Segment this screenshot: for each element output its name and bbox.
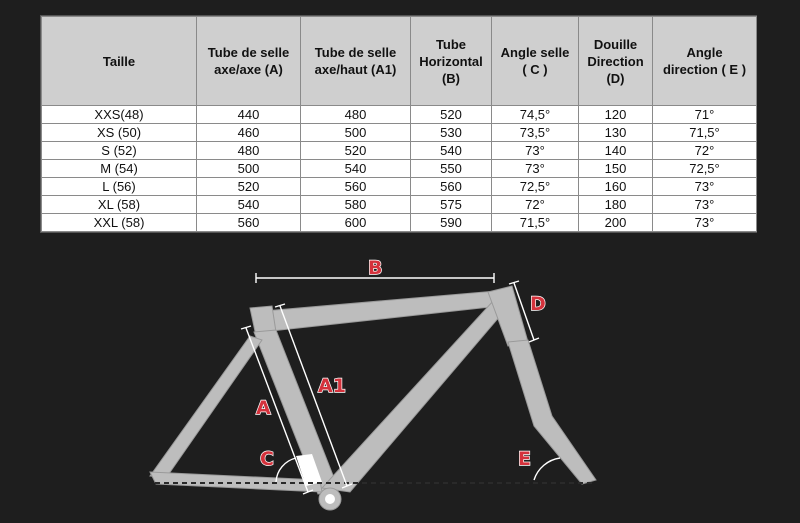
cell-d: 140: [579, 142, 653, 160]
cell-e: 71,5°: [653, 124, 757, 142]
cell-c: 72°: [492, 196, 579, 214]
angle-e-arc: [534, 458, 560, 480]
cell-d: 120: [579, 106, 653, 124]
table-row: [42, 214, 757, 232]
cell-size: XL (58): [42, 196, 197, 214]
cell-size: XXL (58): [42, 214, 197, 232]
cell-b: 550: [411, 160, 492, 178]
cell-c: 73°: [492, 142, 579, 160]
cell-a: 500: [197, 160, 301, 178]
cell-a: 540: [197, 196, 301, 214]
cell-d: 160: [579, 178, 653, 196]
cell-b: 560: [411, 178, 492, 196]
cell-d: 180: [579, 196, 653, 214]
cell-a: 480: [197, 142, 301, 160]
header-angle-selle: Angle selle ( C ): [492, 17, 579, 106]
geometry-table-container: [40, 15, 757, 233]
top-tube: [252, 291, 500, 332]
cell-a1: 560: [301, 178, 411, 196]
table-row: [42, 142, 757, 160]
cell-c: 72,5°: [492, 178, 579, 196]
cell-b: 530: [411, 124, 492, 142]
cell-c: 71,5°: [492, 214, 579, 232]
table-row: [42, 124, 757, 142]
cell-e: 72,5°: [653, 160, 757, 178]
cell-a: 440: [197, 106, 301, 124]
table-row: [42, 196, 757, 214]
cell-b: 575: [411, 196, 492, 214]
cell-d: 150: [579, 160, 653, 178]
header-douille-direction: Douille Direction (D): [579, 17, 653, 106]
cell-d: 130: [579, 124, 653, 142]
bottom-bracket-hole: [325, 494, 335, 504]
label-a1: A1: [318, 375, 346, 397]
header-tube-selle-axe-axe: Tube de selle axe/axe (A): [197, 17, 301, 106]
down-tube: [322, 300, 512, 492]
cell-size: S (52): [42, 142, 197, 160]
cell-a1: 480: [301, 106, 411, 124]
seat-stay: [150, 336, 262, 478]
frame-geometry-diagram: [0, 236, 800, 523]
cell-e: 72°: [653, 142, 757, 160]
cell-b: 520: [411, 106, 492, 124]
cell-c: 73°: [492, 160, 579, 178]
table-row: [42, 178, 757, 196]
label-a: A: [256, 397, 271, 419]
header-taille: Taille: [42, 17, 197, 106]
cell-size: XXS(48): [42, 106, 197, 124]
cell-a1: 600: [301, 214, 411, 232]
label-d: D: [530, 293, 546, 315]
table-header-row: [42, 17, 757, 106]
cell-a: 560: [197, 214, 301, 232]
cell-e: 73°: [653, 178, 757, 196]
cell-d: 200: [579, 214, 653, 232]
cell-b: 540: [411, 142, 492, 160]
cell-a1: 540: [301, 160, 411, 178]
cell-e: 73°: [653, 214, 757, 232]
cell-c: 73,5°: [492, 124, 579, 142]
cell-a: 520: [197, 178, 301, 196]
header-tube-horizontal: Tube Horizontal (B): [411, 17, 492, 106]
cell-e: 73°: [653, 196, 757, 214]
label-b: B: [368, 257, 383, 279]
cell-b: 590: [411, 214, 492, 232]
table-row: [42, 160, 757, 178]
cell-size: M (54): [42, 160, 197, 178]
cell-size: L (56): [42, 178, 197, 196]
cell-a1: 500: [301, 124, 411, 142]
table-row: [42, 106, 757, 124]
label-e: E: [518, 448, 531, 470]
header-tube-selle-axe-haut: Tube de selle axe/haut (A1): [301, 17, 411, 106]
label-c: C: [260, 448, 274, 470]
cell-a1: 580: [301, 196, 411, 214]
cell-c: 74,5°: [492, 106, 579, 124]
geometry-table: [41, 16, 757, 232]
bike-frame: [150, 286, 596, 510]
cell-size: XS (50): [42, 124, 197, 142]
cell-a1: 520: [301, 142, 411, 160]
cell-e: 71°: [653, 106, 757, 124]
header-angle-direction: Angle direction ( E ): [653, 17, 757, 106]
cell-a: 460: [197, 124, 301, 142]
